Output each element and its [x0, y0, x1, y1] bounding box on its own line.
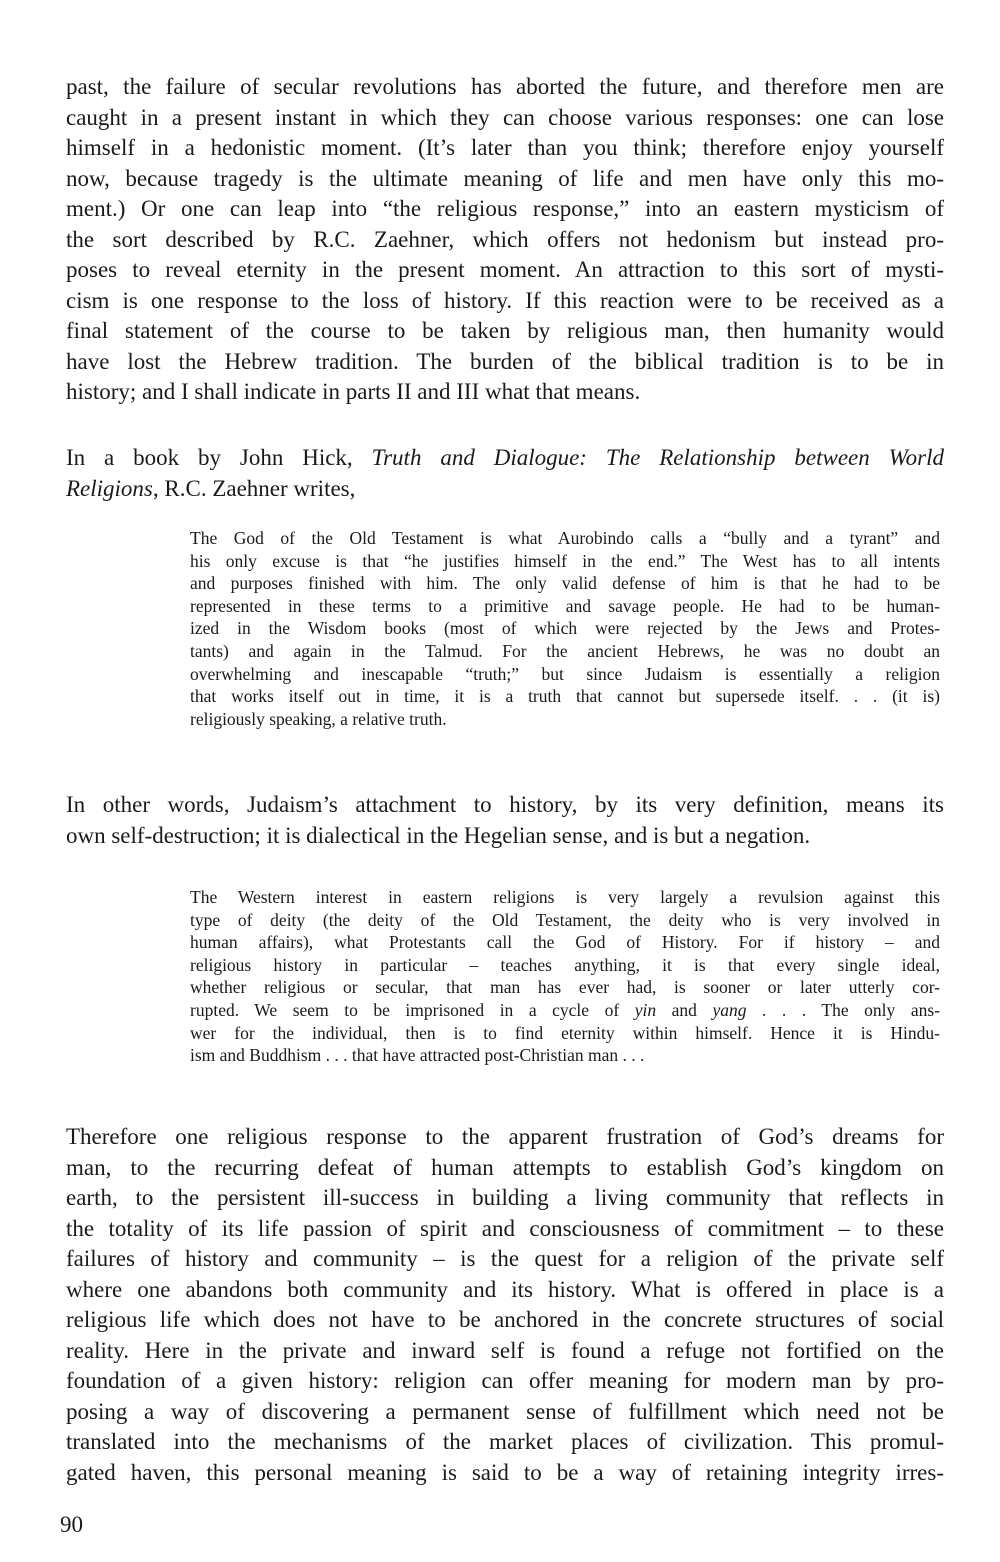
paragraph-line: final statement of the course to be taken by religious man, then humanity would [66, 318, 944, 343]
paragraph-line: himself in a hedonistic moment. (It’s later than you think; therefore enjoy yourself [66, 135, 944, 160]
paragraph-4 [66, 1122, 944, 1488]
paragraph-line [66, 443, 944, 474]
book-title: Truth and Dialogue: The Relationship between World [371, 445, 945, 470]
paragraph-line: past, the failure of secular revolutions has aborted the future, and therefore men are [66, 74, 944, 99]
quote-line: The Western interest in eastern religions is very largely a revulsion against this [190, 887, 940, 907]
paragraph-line: cism is one response to the loss of history. If this reaction were to be received as a [66, 287, 944, 313]
quote-text: . . . The only ans- [746, 999, 940, 1020]
paragraph-line: own self-destruction; it is dialectical in the Hegelian sense, and is but a negation. [66, 822, 811, 848]
paragraph-line: failures of history and community – is the quest for a religion of the private self [66, 1246, 944, 1271]
quote-line: whether religious or secular, that man has ever had, is sooner or later utterly cor- [190, 977, 940, 998]
quote-text: rupted. We seem to be imprisoned in a cycle of [190, 999, 635, 1020]
quote-line: ism and Buddhism . . . that have attracted post-Christian man . . . [190, 1045, 645, 1066]
quote-line: that works itself out in time, it is a truth that cannot but supersede itself. . . (it is) [190, 686, 940, 707]
paragraph-line: foundation of a given history: religion can offer meaning for modern man by pro- [66, 1368, 944, 1393]
paragraph-line: where one abandons both community and its history. What is offered in place is a [66, 1276, 944, 1302]
paragraph-line: now, because tragedy is the ultimate meaning of life and men have only this mo- [66, 165, 944, 191]
paragraph-line: In other words, Judaism’s attachment to history, by its very definition, means its [66, 792, 944, 817]
paragraph-2 [66, 443, 944, 504]
quote-line: religiously speaking, a relative truth. [190, 708, 447, 729]
paragraph-3 [66, 790, 944, 851]
book-title-continued: Religions [66, 475, 153, 501]
paragraph-line: man, to the recurring defeat of human attempts to establish God’s kingdom on [66, 1154, 944, 1180]
quote-line: The God of the Old Testament is what Aurobindo calls a “bully and a tyrant” and [190, 528, 940, 548]
paragraph-line: Therefore one religious response to the apparent frustration of God’s dreams for [66, 1124, 944, 1149]
term-yin: yin [634, 999, 657, 1020]
paragraph-line: translated into the mechanisms of the market places of civilization. This promul- [66, 1429, 944, 1454]
paragraph-line: poses to reveal eternity in the present moment. An attraction to this sort of mysti- [66, 257, 944, 282]
page-number: 90 [60, 1512, 83, 1537]
paragraph-line: gated haven, this personal meaning is said to be a way of retaining integrity irres- [66, 1459, 944, 1485]
paragraph-line: have lost the Hebrew tradition. The burden of the biblical tradition is to be in [66, 348, 944, 374]
quote-line: tants) and again in the Talmud. For the ancient Hebrews, he was no doubt an [190, 640, 940, 661]
quote-line: represented in these terms to a primitive and savage people. He had to be human- [190, 595, 940, 616]
quote-line: type of deity (the deity of the Old Testament, the deity who is very involved in [190, 909, 940, 930]
paragraph-line: ment.) Or one can leap into “the religious response,” into an eastern mysticism of [66, 196, 944, 221]
paragraph-line: history; and I shall indicate in parts II and III what that means. [66, 379, 641, 404]
quote-line: his only excuse is that “he justifies himself in the end.” The West has to all intents [190, 550, 940, 571]
quote-line: wer for the individual, then is to find eternity within himself. Hence it is Hindu- [190, 1022, 940, 1043]
paragraph-line: the totality of its life passion of spirit and consciousness of commitment – to these [66, 1215, 944, 1241]
paragraph-line: caught in a present instant in which they can choose various responses: one can lose [66, 104, 944, 130]
paragraph-line: earth, to the persistent ill-success in building a living community that reflects in [66, 1185, 944, 1210]
quote-line: human affairs), what Protestants call the God of History. For if history – and [190, 932, 940, 953]
paragraph-line: religious life which does not have to be anchored in the concrete structures of social [66, 1307, 944, 1332]
quote-text: and [656, 999, 713, 1020]
quote-line: and purposes finished with him. The only valid defense of him is that he had to be [190, 573, 940, 594]
paragraph-line: posing a way of discovering a permanent sense of fulfillment which need not be [66, 1398, 944, 1424]
quote-line: religious history in particular – teaches anything, it is that every single ideal, [190, 954, 940, 975]
paragraph-1 [66, 72, 944, 408]
paragraph-line [66, 474, 944, 505]
block-quote-2 [190, 886, 940, 1067]
term-yang: yang [712, 999, 747, 1020]
quote-line: overwhelming and inescapable “truth;” but since Judaism is essentially a religion [190, 663, 940, 684]
quote-line [190, 999, 940, 1022]
citation-prefix: In a book by John Hick, [66, 445, 372, 470]
paragraph-line: reality. Here in the private and inward self is found a refuge not fortified on the [66, 1337, 944, 1363]
quote-line: ized in the Wisdom books (most of which were rejected by the Jews and Protes- [190, 618, 940, 639]
paragraph-line: the sort described by R.C. Zaehner, which offers not hedonism but instead pro- [66, 226, 944, 252]
citation-suffix: , R.C. Zaehner writes, [152, 475, 356, 501]
block-quote-1 [190, 527, 940, 730]
